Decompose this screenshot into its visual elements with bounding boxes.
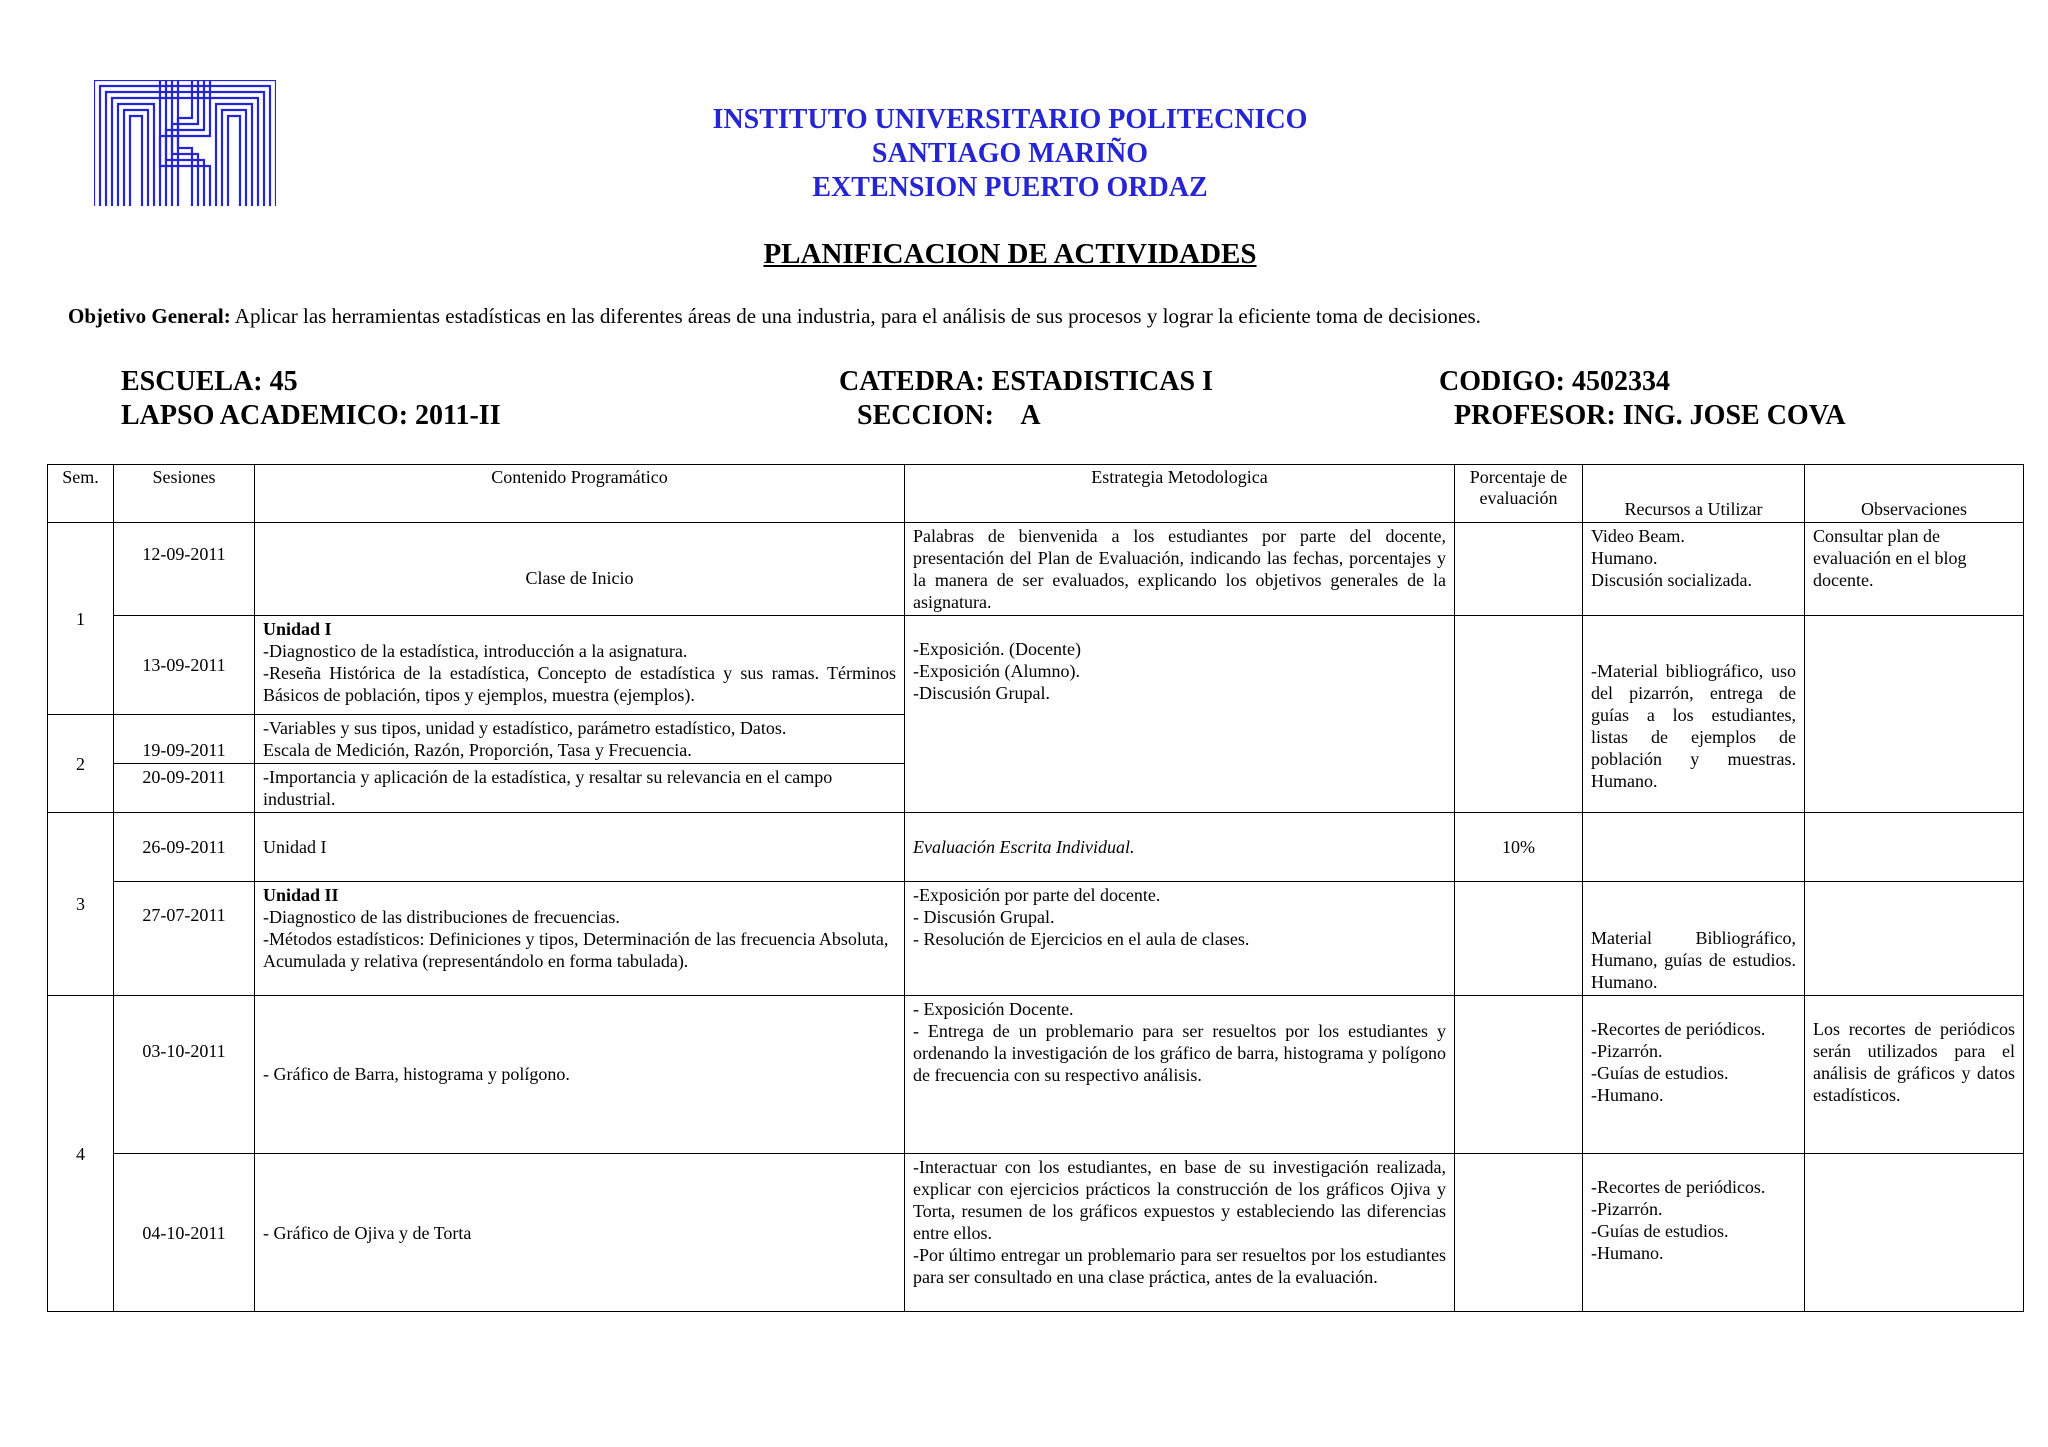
content-text: -Diagnostico de las distribuciones de frecuencias. -Métodos estadísticos: Definiciones y tipos, Determinación de las frecuencia Absoluta, Acumulada y relativa (representándolo en forma tabulada). — [263, 907, 889, 971]
col-header-recursos: Recursos a Utilizar — [1583, 465, 1805, 523]
content-cell — [255, 616, 905, 715]
week-number: 1 — [48, 523, 114, 715]
observations-cell — [1805, 616, 2024, 813]
lapso-label: LAPSO ACADEMICO: 2011-II — [121, 400, 501, 431]
objective-label: Objetivo General: — [68, 304, 231, 328]
content-cell: - Gráfico de Ojiva y de Torta — [255, 1154, 905, 1312]
table-row — [48, 1154, 2024, 1312]
content-cell — [255, 882, 905, 996]
strategy-cell: -Interactuar con los estudiantes, en base de su investigación realizada, explicar con ejercicios prácticos la construcción de los gráficos Ojiva y Torta, resumen de los gráficos expuestos y estableciendo las diferencias entre ellos. -Por último entregar un problemario para ser resueltos por los estudiantes para ser consultado en una clase práctica, antes de la evaluación. — [905, 1154, 1455, 1312]
observations-cell — [1805, 813, 2024, 882]
session-date: 26-09-2011 — [114, 813, 255, 882]
session-date: 20-09-2011 — [114, 764, 255, 813]
institute-extension: EXTENSION PUERTO ORDAZ — [812, 172, 1208, 203]
col-header-observaciones: Observaciones — [1805, 465, 2024, 523]
percentage-cell — [1455, 996, 1583, 1154]
percentage-cell — [1455, 1154, 1583, 1312]
resources-cell — [1583, 813, 1805, 882]
codigo-label: CODIGO: 4502334 — [1439, 366, 1670, 397]
unit-title: Unidad II — [263, 885, 339, 905]
objective-text: Aplicar las herramientas estadísticas en las diferentes áreas de una industria, para el análisis de sus procesos y lograr la eficiente toma de decisiones. — [230, 304, 1481, 328]
week-number: 4 — [48, 996, 114, 1312]
resources-cell: Material Bibliográfico, Humano, guías de estudios. Humano. — [1583, 882, 1805, 996]
profesor-label: PROFESOR: ING. JOSE COVA — [1454, 400, 1846, 431]
col-header-contenido: Contenido Programático — [255, 465, 905, 523]
unit-title: Unidad I — [263, 619, 332, 639]
observations-cell: Los recortes de periódicos serán utilizados para el análisis de gráficos y datos estadísticos. — [1805, 996, 2024, 1154]
percentage-cell — [1455, 882, 1583, 996]
resources-cell: -Material bibliográfico, uso del pizarrón, entrega de guías a los estudiantes, listas de ejemplos de población y muestras. Humano. — [1583, 616, 1805, 813]
table-header-row — [48, 465, 2024, 523]
week-number: 3 — [48, 813, 114, 996]
session-date: 03-10-2011 — [114, 996, 255, 1154]
content-cell: - Gráfico de Barra, histograma y polígono. — [255, 996, 905, 1154]
table-row — [48, 813, 2024, 882]
observations-cell — [1805, 882, 2024, 996]
strategy-cell: -Exposición por parte del docente. - Discusión Grupal. - Resolución de Ejercicios en el aula de clases. — [905, 882, 1455, 996]
week-number: 2 — [48, 715, 114, 813]
activities-table — [47, 464, 2024, 1312]
table-row — [48, 616, 2024, 715]
general-objective — [68, 304, 1481, 329]
observations-cell — [1805, 1154, 2024, 1312]
observations-cell: Consultar plan de evaluación en el blog docente. — [1805, 523, 2024, 616]
session-date: 04-10-2011 — [114, 1154, 255, 1312]
session-date: 27-07-2011 — [114, 882, 255, 996]
content-cell: Unidad I — [255, 813, 905, 882]
resources-cell: Video Beam. Humano. Discusión socializada. — [1583, 523, 1805, 616]
col-header-sem: Sem. — [48, 465, 114, 523]
institute-name-line1: INSTITUTO UNIVERSITARIO POLITECNICO — [712, 104, 1308, 135]
session-date: 13-09-2011 — [114, 616, 255, 715]
table-row — [48, 996, 2024, 1154]
table-row — [48, 523, 2024, 616]
content-cell: -Importancia y aplicación de la estadística, y resaltar su relevancia en el campo industrial. — [255, 764, 905, 813]
content-cell: -Variables y sus tipos, unidad y estadístico, parámetro estadístico, Datos. Escala de Medición, Razón, Proporción, Tasa y Frecuencia. — [255, 715, 905, 764]
percentage-cell — [1455, 616, 1583, 813]
seccion-label: SECCION: A — [857, 400, 1041, 431]
col-header-estrategia: Estrategia Metodologica — [905, 465, 1455, 523]
percentage-cell: 10% — [1455, 813, 1583, 882]
strategy-cell: - Exposición Docente. - Entrega de un problemario para ser resueltos por los estudiantes y ordenando la investigación de los gráfico de barra, histograma y polígono de frecuencia con su respectivo análisis. — [905, 996, 1455, 1154]
catedra-label: CATEDRA: ESTADISTICAS I — [839, 366, 1213, 397]
strategy-cell: -Exposición. (Docente) -Exposición (Alumno). -Discusión Grupal. — [905, 616, 1455, 813]
content-cell: Clase de Inicio — [255, 523, 905, 616]
institute-logo — [94, 80, 276, 206]
page-title: PLANIFICACION DE ACTIVIDADES — [763, 238, 1257, 270]
table-row — [48, 882, 2024, 996]
content-text: -Diagnostico de la estadística, introducción a la asignatura. -Reseña Histórica de la estadística, Concepto de estadística y sus ramas. Términos Básicos de población, tipos y ejemplos, muestra (ejemplos). — [263, 641, 896, 705]
strategy-cell: Evaluación Escrita Individual. — [905, 813, 1455, 882]
session-date: 19-09-2011 — [114, 715, 255, 764]
percentage-cell — [1455, 523, 1583, 616]
resources-cell: -Recortes de periódicos. -Pizarrón. -Guías de estudios. -Humano. — [1583, 1154, 1805, 1312]
institute-name-line2: SANTIAGO MARIÑO — [871, 138, 1149, 169]
escuela-label: ESCUELA: 45 — [121, 366, 298, 397]
col-header-sesiones: Sesiones — [114, 465, 255, 523]
strategy-cell: Palabras de bienvenida a los estudiantes por parte del docente, presentación del Plan de Evaluación, indicando las fechas, porcentajes y la manera de ser evaluados, explicando los objetivos generales de la asignatura. — [905, 523, 1455, 616]
resources-cell: -Recortes de periódicos. -Pizarrón. -Guías de estudios. -Humano. — [1583, 996, 1805, 1154]
session-date: 12-09-2011 — [114, 523, 255, 616]
col-header-porcentaje: Porcentaje de evaluación — [1455, 465, 1583, 523]
